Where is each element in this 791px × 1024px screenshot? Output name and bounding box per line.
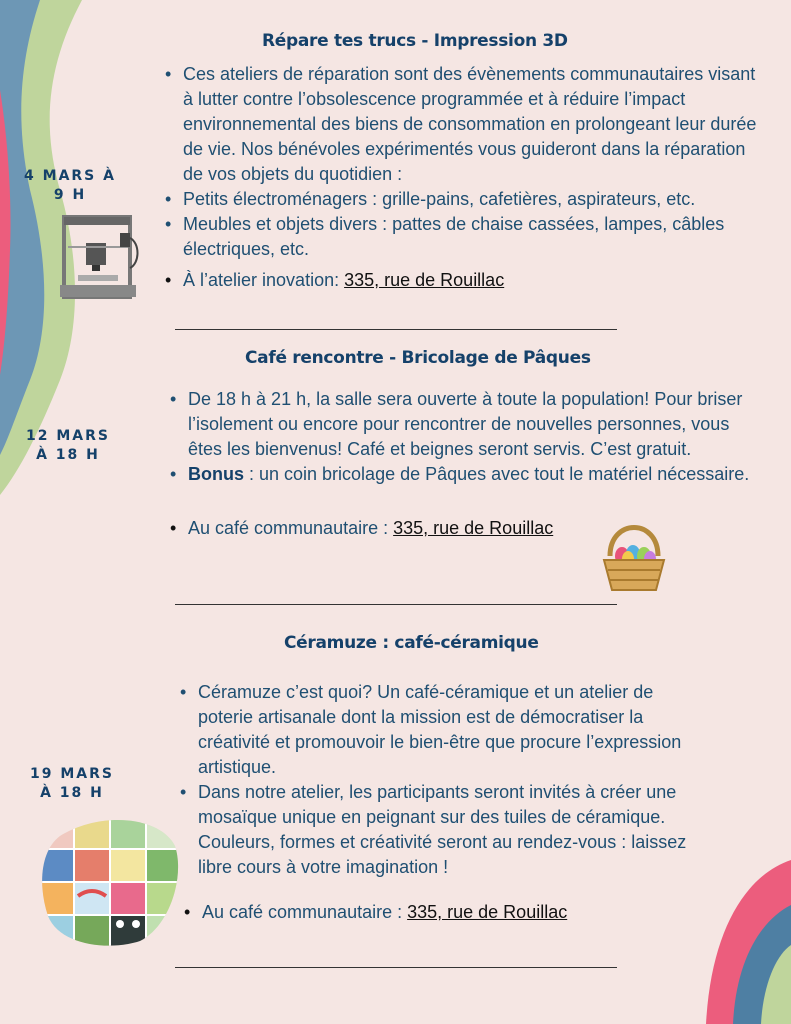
ceramic-mosaic-image [40,816,182,948]
location-item [182,900,698,925]
section-divider [175,329,617,330]
section-divider [175,967,617,968]
address-link[interactable]: 335, rue de Rouillac [393,518,554,538]
bonus-item [168,462,768,487]
list-item: • Petits électroménagers : grille-pains, cafetières, aspirateurs, etc. [163,187,763,212]
event-date [13,427,123,465]
location-label: Au café communautaire : [188,518,394,538]
3d-printer-image [56,213,142,303]
date-line: 9 H [53,187,87,203]
event-title: Répare tes trucs - Impression 3D [262,31,568,51]
event-details-list [178,680,698,925]
event-title: Café rencontre - Bricolage de Pâques [245,348,591,368]
section-divider [175,604,617,605]
address-link[interactable]: 335, rue de Rouillac [344,270,505,290]
date-line: À 18 H [40,785,104,801]
location-label: Au café communautaire : [202,902,408,922]
location-item [168,516,768,541]
address-link[interactable]: 335, rue de Rouillac [407,902,568,922]
date-line: 19 MARS [30,766,114,782]
location-label: À l’atelier inovation: [183,270,345,290]
date-line: À 18 H [36,447,100,463]
list-item: • Ces ateliers de réparation sont des évènements communautaires visant à lutter contre l’obsolescence programmée et à réduire l’impact environnemental des biens de consommation en prolongeant leur durée de vie. Nos bénévoles expérimentés vous guideront dans la réparation de vos objets du quotidien : [163,62,763,187]
list-item: • De 18 h à 21 h, la salle sera ouverte à toute la population! Pour briser l’isolement ou encore pour rencontrer de nouvelles personnes, vous êtes les bienvenus! Café et beignes seront servis. C’est gratuit. [168,387,768,462]
date-line: 12 MARS [26,428,110,444]
event-details-list [168,387,768,541]
list-item: • Meubles et objets divers : pattes de chaise cassées, lampes, câbles électriques, etc. [163,212,763,262]
event-date [15,167,125,205]
bonus-label: Bonus [188,464,244,484]
event-date [17,765,127,803]
right-wave-decoration [691,860,791,1024]
event-title: Céramuze : café-céramique [284,633,539,653]
bonus-text: : un coin bricolage de Pâques avec tout le matériel nécessaire. [244,464,750,484]
date-line: 4 MARS À [24,168,116,184]
list-item: • Dans notre atelier, les participants seront invités à créer une mosaïque unique en peignant sur des tuiles de céramique. Couleurs, formes et créativité seront au rendez-vous : laissez libre cours à votre imagination ! [178,780,698,880]
list-item: • Céramuze c’est quoi? Un café-céramique et un atelier de poterie artisanale dont la mission est de démocratiser la créativité et promouvoir le bien-être que procure l’expression artistique. [178,680,698,780]
easter-basket-image [600,518,668,594]
location-item [163,268,763,293]
event-details-list [163,62,763,293]
